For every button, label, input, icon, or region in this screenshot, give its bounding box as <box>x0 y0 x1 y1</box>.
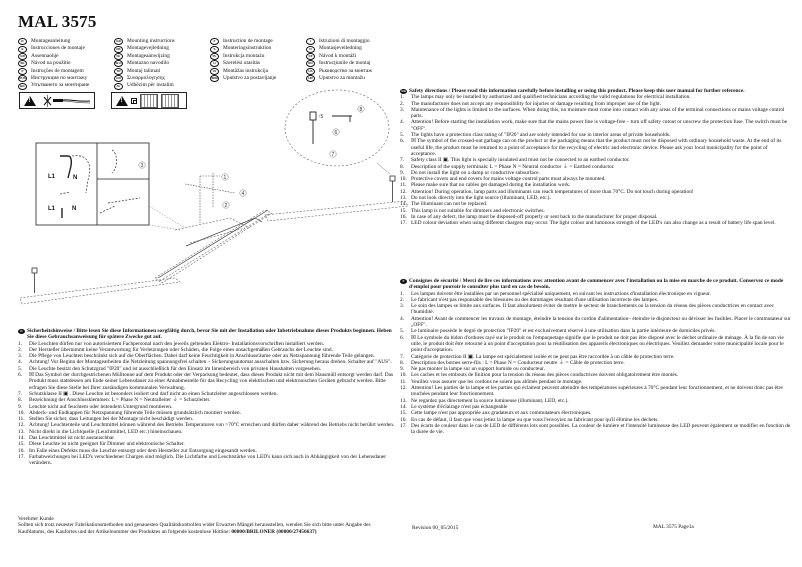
list-item <box>400 303 792 316</box>
list-item-text: Description of the supply terminals: L = Phase N = Neutral conductor ⏚ = Earthed conductor. <box>411 163 615 170</box>
language-label <box>306 60 402 67</box>
step-1-marker <box>222 174 228 181</box>
language-label <box>306 45 402 52</box>
country-code-badge: CZ <box>306 53 315 60</box>
language-label-text: Montageaanwijzing <box>127 52 170 59</box>
list-item-text: Les caches et les embouts de finition pour la tension du réseau des pièces conductrices doivent obligatoirement être montés. <box>411 372 679 379</box>
list-item-number: 4. <box>18 359 23 366</box>
language-label-text: Szerelési utasítás <box>223 60 260 67</box>
list-item-number: 15. <box>400 207 407 214</box>
customer-note <box>18 516 398 535</box>
list-item <box>400 138 792 157</box>
list-item-text: ☒ Le symbole du bidon d'ordures rayé sur le produit ou l'empaquetage signifie que le produit ne doit pas être disposé avec le déchet ordinaire de ménage. À la fin de son vie utile, le produit doit être retourné à un point d'acceptation pour la réutilisation des appareils électroniques ou électriques. Veuillez demander votre municipalité locale pour le point d'acceptation. <box>411 334 784 354</box>
section-french <box>400 278 792 435</box>
language-label <box>210 68 306 75</box>
list-item <box>400 335 792 354</box>
list-item-number: 2. <box>400 100 405 107</box>
language-label-text: Montāžas instrukcija <box>223 67 269 74</box>
list-item-number: 16. <box>400 213 407 220</box>
section-german <box>18 328 398 467</box>
country-code-badge: SRB <box>211 76 218 81</box>
list-item-text: Veuillez vous assurer que les cordons ne soient pas abîmés pendant le montage. <box>411 378 583 385</box>
language-label <box>210 53 306 60</box>
list-item-number: 1. <box>400 94 405 101</box>
list-item-number: 13. <box>400 195 407 202</box>
list-item <box>400 385 792 398</box>
language-badge-d: D <box>18 329 25 334</box>
country-code-badge: SLO <box>115 61 122 66</box>
step-5-marker: ↑5 <box>318 114 324 120</box>
country-code-badge: D <box>18 38 27 45</box>
list-item-number: 8. <box>400 359 405 366</box>
list-item-number: 11. <box>18 416 25 423</box>
language-label-text: Instruções de montagem <box>31 67 84 74</box>
list-item-text: Attention! Before starting the installation work, make sure that the mains power line is voltage-free – turn off safety cutout or unscrew the protection fuse. The switch must be "OFF". <box>411 119 788 132</box>
list-item-text: Die Leuchte besitzt den Schutzgrad "IP20" und ist ausschließlich für den Einsatz im Innenbereich von privaten Haushalten vorgesehen. <box>29 365 322 372</box>
language-label <box>18 53 114 60</box>
list-item-number: 10. <box>18 409 25 416</box>
list-item-number: 14. <box>18 435 25 442</box>
list-item-number: 8. <box>18 397 23 404</box>
list-item <box>18 372 398 391</box>
list-item-number: 7. <box>18 390 23 397</box>
connection-diagram-icon <box>161 94 179 108</box>
label-n-top: N <box>73 175 78 181</box>
safety-list <box>400 94 792 226</box>
list-item-number: 16. <box>18 447 25 454</box>
safety-icons-box-1 <box>19 92 95 109</box>
label-n-bottom: N <box>72 206 77 212</box>
section-heading: Safety directions / Please read this information carefully before installing or using this product. Please keep this user manual for further reference. <box>409 88 745 94</box>
list-item-number: 13. <box>400 397 407 404</box>
installation-diagram <box>0 107 420 333</box>
protection-class-ii-icon <box>131 98 137 104</box>
language-label <box>18 75 114 82</box>
list-item-number: 1. <box>400 290 405 297</box>
list-item-text: En cas de défaut, il faut que vous jetiez la lampe ou que vous l'envoyiez au fabricant pour qu'il élimine les déchets. <box>411 416 659 423</box>
language-label-text: Montazno navodilo <box>127 60 170 67</box>
language-label <box>306 53 402 60</box>
language-label-text: Инструкция по монтажу <box>31 75 88 82</box>
list-item-text: The lamps may only be installed by authorized and qualified technicians according the valid regulations for electrical installation. <box>411 94 691 101</box>
list-item-number: 4. <box>400 119 405 126</box>
list-item <box>18 454 398 467</box>
list-item-text: The manufacturer does not accept any responsibility for injuries or damage resulting from improper use of the light. <box>411 100 661 107</box>
country-code-badge: I <box>306 38 315 45</box>
list-item-text: Diese Leuchte ist nicht geeignet für Dimmer und elektronische Schalter. <box>29 441 185 448</box>
language-badge-gb: GB <box>401 88 406 93</box>
list-item-text: Description des bornes serre-fils : L = Phase N = Conducteur neutre ⏚ = Câble de protection terre. <box>411 359 625 366</box>
list-item-number: 3. <box>18 353 23 360</box>
revision-label: Revision 00_05/2015 <box>412 525 459 531</box>
list-item-text: Catégorie de protection II ▣. La lampe est spécialement isolée et ne peut pas être raccordée à un câble de protection terre. <box>411 353 675 360</box>
list-item-text: Ne pas monter la lampe sur un support humide ou conducteur. <box>411 366 545 373</box>
language-label-text: Упътването за монтиране <box>31 82 90 89</box>
language-label-text: Mounting instructions <box>127 38 175 44</box>
label-l1-bottom: L1 <box>48 206 56 212</box>
list-item-text: The illuminant can not be replaced. <box>411 201 488 208</box>
list-item-number: 6. <box>400 334 405 341</box>
list-item-number: 8. <box>400 163 405 170</box>
language-label <box>18 60 114 67</box>
list-item <box>400 316 792 329</box>
country-code-badge: HR <box>306 75 315 82</box>
country-code-badge: GR <box>18 53 27 60</box>
language-label-text: Instrucţiunile de montaj <box>319 60 371 67</box>
hotline-number: 00800/BRILONER (00800/27456637) <box>231 528 317 535</box>
language-label-text: Uputstvo za postavljanje <box>223 75 277 82</box>
list-item-text: Attention! During operation, lamp parts and illuminants can reach temperatures of more than 70°C. Do not touch during operation! <box>411 188 694 195</box>
language-column <box>114 38 210 90</box>
list-item-text: Ne regardez pas directement la source lumineuse (illuminant, LED, etc.). <box>411 397 569 404</box>
list-item-number: 12. <box>400 385 407 392</box>
list-item-number: 6. <box>400 138 405 145</box>
customer-salutation: Verehrter Kunde <box>18 516 54 522</box>
list-item-text: Stellen Sie sicher, dass Leitungen bei der Montage nicht beschädigt werden. <box>29 416 194 423</box>
svg-text:6: 6 <box>334 130 338 136</box>
country-code-badge: BG <box>18 83 27 90</box>
list-item-text: Achtung! Leuchtenteile und Leuchtmittel können während des Betriebs Temperaturen von >70°C erreichen und dürfen daher während des Betriebs nicht berührt werden. <box>29 422 395 429</box>
svg-text:3: 3 <box>140 163 144 169</box>
svg-text:1: 1 <box>223 175 227 181</box>
language-label-text: Monteringsinstruktion <box>223 45 272 52</box>
list-item-text: This lamp is not suitable for dimmers and electronic switches. <box>411 207 545 214</box>
language-label-text: Assennaohje <box>31 52 59 59</box>
country-code-badge: S <box>210 46 219 53</box>
list-item-number: 4. <box>400 315 405 322</box>
language-label-text: Istruzioni di montaggio <box>319 38 370 44</box>
language-label <box>18 68 114 75</box>
warning-triangle-icon <box>116 96 128 106</box>
country-code-badge: F <box>210 38 219 45</box>
safety-list <box>400 291 792 436</box>
list-item-text: Attention! Avant de commencer les travaux de montage, éteindre la tension du cordon d'alimentation– éteindre le disjoncteur ou dévisser les fusibles. Placer le commutateur sur „OFF". <box>411 315 791 329</box>
list-item-number: 9. <box>400 169 405 176</box>
list-item-text: Le luminaire possède le degré de protection "IP20" et est exclusivement réservé à une utilisation dans la partie intérieure de domiciles privés. <box>411 328 716 335</box>
svg-text:8: 8 <box>359 107 363 113</box>
language-label-text: Montaj talimati <box>127 67 161 74</box>
language-label-text: Рьководство за монтаж <box>319 67 372 74</box>
list-item-number: 12. <box>18 422 25 429</box>
language-label <box>306 38 402 45</box>
list-item-text: In case of any defect, the lamp must be disposed-off properly or sent back to the manufacturer for proper disposal. <box>411 213 658 220</box>
country-code-badge: E <box>18 46 27 53</box>
list-item <box>400 119 792 132</box>
list-item-text: Schutzklasse II ▣ . Diese Leuchte ist besonders isoliert und darf nicht an einen Schutzleiter angeschlossen werden. <box>29 390 278 397</box>
list-item <box>400 220 792 226</box>
list-item-text: Do not look directly into the light source (illuminant, LED, etc.). <box>411 195 551 202</box>
list-item-text: Protective covers and end covers for mains voltage control parts must always be mounted. <box>411 176 606 183</box>
country-code-badge: GB <box>114 38 123 45</box>
list-item-number: 7. <box>400 157 405 164</box>
language-label-text: Instrucciones de montaje <box>31 45 85 52</box>
language-label-text: Montageanleitung <box>31 38 71 44</box>
list-item-text: Die Leuchten dürfen nur von autorisiertem Fachpersonal nach den jeweils geltenden Elektro- Installationsvorschriften installiert werden. <box>29 340 325 347</box>
list-item-number: 3. <box>400 303 405 310</box>
connection-diagram-icon <box>140 94 158 108</box>
step-8-marker <box>358 106 364 113</box>
language-label-text: Návod na použitie <box>31 60 71 67</box>
language-label <box>210 38 306 45</box>
list-item-text: Leuchte nicht auf feuchtem oder leitendem Untergrund montieren. <box>29 403 173 410</box>
list-item-text: Le fabricant n'est pas responsable des blessures ou des dommages résultant d'une utilisation incorrecte des lampes. <box>411 296 659 303</box>
country-code-badge: H <box>210 60 219 67</box>
language-badge-f: F <box>400 279 407 284</box>
country-code-badge: AL <box>114 83 123 90</box>
list-item-text: Der Hersteller übernimmt keine Verantwortung für Verletzungen oder Schäden, die Folge eines unsachgemäßen Gebrauchs der Leuchte sind. <box>29 346 333 353</box>
country-code-badge: DK <box>114 46 123 53</box>
list-item-number: 9. <box>400 366 405 373</box>
list-item-text: Die Pflege von Leuchten beschränkt sich auf die Oberflächen. Dabei darf keine Feuchtigkeit in Anschlussräume oder an Netzspannung führende Teile gelangen. <box>29 353 375 360</box>
list-item-text: ☒ The symbol of the crossed-out garbage can on the product or the packaging means that the product must not be disposed with ordinary household waste. At the end of its useful life, the product must be returned to a point of acceptance for the recycling of electric and electronic device. Please ask your local municipality for the point of acceptance. <box>411 138 782 157</box>
list-item-text: Bezeichnung der Anschlussklemmen: L = Phase N = Neutralleiter ⏚ = Schutzleiter. <box>29 397 211 404</box>
list-item-text: Do not install the light on a damp or conductive subsurface. <box>411 169 540 176</box>
list-item-text: Abdeck- und Endkappen für Netzspannung führende Teile müssen grundsätzlich montiert werden. <box>29 409 241 416</box>
safety-list <box>18 341 398 467</box>
language-label <box>114 82 210 89</box>
svg-text:2: 2 <box>224 203 228 209</box>
list-item-text: LED colour deviation when using different chargers may occur. The light colour and luminous strength of the LED's can also change as a result of battery life span level. <box>411 220 776 227</box>
language-list <box>18 38 408 90</box>
list-item-number: 2. <box>18 346 23 353</box>
no-cable-damage-icon <box>42 95 92 107</box>
svg-text:4: 4 <box>241 191 245 197</box>
language-label <box>210 60 306 67</box>
language-label-text: Udhëzim për instalim <box>127 82 174 89</box>
list-item-text: ☒ Das Symbol der durchgestrichenen Mülltonne auf dem Produkt oder der Verpackung bedeutet, dass dieses Produkt nicht mit dem Hausmüll entsorgt werden darf. Das Produkt muss stattdessen am Ende seiner Lebensdauer zu einer Annahmestelle für das Recycling von elektrischen und elektronischen Geräten gebracht werden. Bitte erfragen Sie diese Stelle bei Ihrer zuständigen kommunalen Verwaltung. <box>29 372 394 391</box>
language-label <box>18 45 114 52</box>
document-title: MAL 3575 <box>18 12 97 31</box>
language-label-text: Montasjeveiledning <box>319 45 362 52</box>
section-heading: Consignes de sécurité / Merci de lire ces informations avec attention avant de commencer avec l'installation ou la mise en marche de ce produit. Conservez ce mode d'emploi pour pouvoir le consulter plus tard en cas de besoin. <box>409 278 784 291</box>
language-label-text: Návod k montáži <box>319 52 357 59</box>
warning-triangle-icon <box>24 96 36 106</box>
list-item-text: The lights have a protection class rating of "IP20" and are solely intended for use in interior areas of private households. <box>411 132 671 139</box>
list-item-number: 1. <box>18 340 23 347</box>
step-7-marker <box>330 151 336 158</box>
language-label <box>114 45 210 52</box>
language-column <box>210 38 306 90</box>
list-item-number: 17. <box>18 453 25 460</box>
list-item-text: Cette lampe n'est pas appropriée aux gradateurs et aux commutateurs électroniques. <box>411 410 592 417</box>
list-item-text: Nicht direkt in die Lichtquelle (Leuchtmittel, LED etc.) hineinschauen. <box>29 428 183 435</box>
wiring-inset <box>36 143 149 225</box>
language-label-text: Instruction de montage <box>223 38 273 44</box>
language-label-text: Uputstvo za montažu <box>319 75 365 82</box>
language-label-text: Montagevejledning <box>127 45 169 52</box>
label-l1-top: L1 <box>48 174 56 180</box>
list-item-number: 11. <box>400 182 407 189</box>
language-column <box>306 38 402 90</box>
list-item-number: 17. <box>400 220 407 227</box>
language-label-text: Instrukcja montażu <box>223 52 265 59</box>
country-code-badge: N <box>306 46 315 53</box>
language-column <box>18 38 114 90</box>
list-item-number: 17. <box>400 422 407 429</box>
list-item-number: 14. <box>400 201 407 208</box>
language-label <box>114 60 210 67</box>
list-item-text: Le soin des lampes se limite aux surfaces. Il faut absolument éviter de mettre le secteur de branchements ou la tension du réseau des pièces conductrices en contact avec l'humidité. <box>411 303 774 316</box>
safety-icons-box-2 <box>111 92 187 109</box>
list-item-text: Maintenance of the lights is limited to the surfaces. When doing this, no moisture must come into contact with any areas of the terminal connections or mains voltage control parts. <box>411 106 785 120</box>
section-english <box>400 88 792 227</box>
list-item-number: 10. <box>400 176 407 183</box>
customer-note-text: Sollten sich trotz neuester Fabrikationsmethoden und genauesten Qualitätskontrollen wider Erwarten Mängel herausstellen, wenden Sie sich bitte unter Angabe des Kaufdatums, des Kaufortes und der Artikelnummer des Produktes an folgende kostenlose Hotline: <box>18 522 371 535</box>
step-4-marker <box>240 190 246 197</box>
country-code-badge: UA <box>306 68 315 75</box>
list-item-number: 16. <box>400 416 407 423</box>
language-label <box>306 75 402 82</box>
country-code-badge: RUS <box>19 76 26 81</box>
list-item <box>400 107 792 120</box>
country-code-badge: PL <box>210 53 219 60</box>
list-item-number: 15. <box>400 410 407 417</box>
language-label <box>18 82 114 89</box>
list-item-text: Farbabweichungen bei LED's verschiedener Chargen sind möglich. Die Lichtfarbe und Leuchtstärke von LED's kann sich auch in Abhängigkeit von der Lebensdauer verändern. <box>29 453 387 467</box>
country-code-badge: TR <box>114 68 123 75</box>
list-item-text: Des écarts de couleur dans le cas de LED de différents lots sont possibles. La couleur de lumière et l'intensité lumineuse des LED peuvent également se modifier en fonction de la durée de vie. <box>411 422 791 436</box>
list-item-number: 5. <box>400 132 405 139</box>
svg-text:7: 7 <box>331 152 335 158</box>
list-item-text: Safety class II ▣. This light is specially insulated and must not be connected to an earthed conductor. <box>411 157 630 164</box>
list-item-text: Please make sure that no cables get damaged during the installation work. <box>411 182 571 189</box>
list-item-number: 10. <box>400 372 407 379</box>
list-item <box>400 423 792 436</box>
language-label <box>114 38 210 45</box>
section-heading: Sicherheitshinweise / Bitte lesen Sie diese Informationen sorgfältig durch, bevor Sie mit der Installation oder Inbetriebnahme dieses Produkts beginnen. Heben Sie diese Gebrauchsanweisung für spätere Zwecke gut auf. <box>27 328 392 341</box>
list-item-text: Achtung! Vor Beginn der Montagearbeiten die Netzleitung spannungsfrei schalten – Sicherungsautomat ausschalten bzw. Sicherung heraus drehen. Schalter auf "AUS". <box>29 359 392 366</box>
language-label <box>114 75 210 82</box>
country-code-badge: SK <box>18 60 27 67</box>
language-label <box>114 53 210 60</box>
step-2-marker <box>223 202 229 209</box>
list-item-number: 14. <box>400 403 407 410</box>
list-item-text: Les lampes doivent être installées par un personnel spécialisé uniquement, en suivant les instructions d'installation électronique en vigueur. <box>411 290 711 297</box>
list-item-number: 5. <box>18 365 23 372</box>
language-label <box>114 68 210 75</box>
country-code-badge: RO <box>306 60 315 67</box>
list-item-number: 3. <box>400 106 405 113</box>
list-item-number: 6. <box>18 372 23 379</box>
country-code-badge: LV <box>210 68 219 75</box>
language-label-text: Συναρμολογησης <box>127 75 165 82</box>
language-label <box>210 75 306 82</box>
list-item-text: Das Leuchtmittel ist nicht austauschbar <box>29 435 115 442</box>
language-label <box>18 38 114 45</box>
list-item-number: 7. <box>400 353 405 360</box>
step-6-marker <box>333 129 339 136</box>
list-item-number: 2. <box>400 296 405 303</box>
list-item-number: 15. <box>18 441 25 448</box>
country-code-badge: NL <box>114 53 123 60</box>
list-item-text: Le système d'éclairage n'est pas échangeable <box>411 403 508 410</box>
country-code-badge: GR <box>114 75 123 82</box>
language-label <box>306 68 402 75</box>
list-item-text: Im Falle eines Defekts muss die Leuchte entsorgt oder dem Hersteller zur Entsorgung eingesandt werden. <box>29 447 257 454</box>
page-label: MAL 3575 Page1a <box>653 524 694 530</box>
language-label <box>210 45 306 52</box>
country-code-badge: P <box>18 68 27 75</box>
list-item-number: 12. <box>400 188 407 195</box>
list-item-number: 13. <box>18 428 25 435</box>
list-item-number: 11. <box>400 378 407 385</box>
list-item-number: 5. <box>400 328 405 335</box>
list-item-number: 9. <box>18 403 23 410</box>
list-item-text: Attention! Les parties de la lampe et les parties qui éclairent peuvent atteindre des températures supérieures à 70°C pendant leur fonctionnement, et ne doivent donc pas être touchées pendant leur fonctionnement. <box>411 385 783 398</box>
